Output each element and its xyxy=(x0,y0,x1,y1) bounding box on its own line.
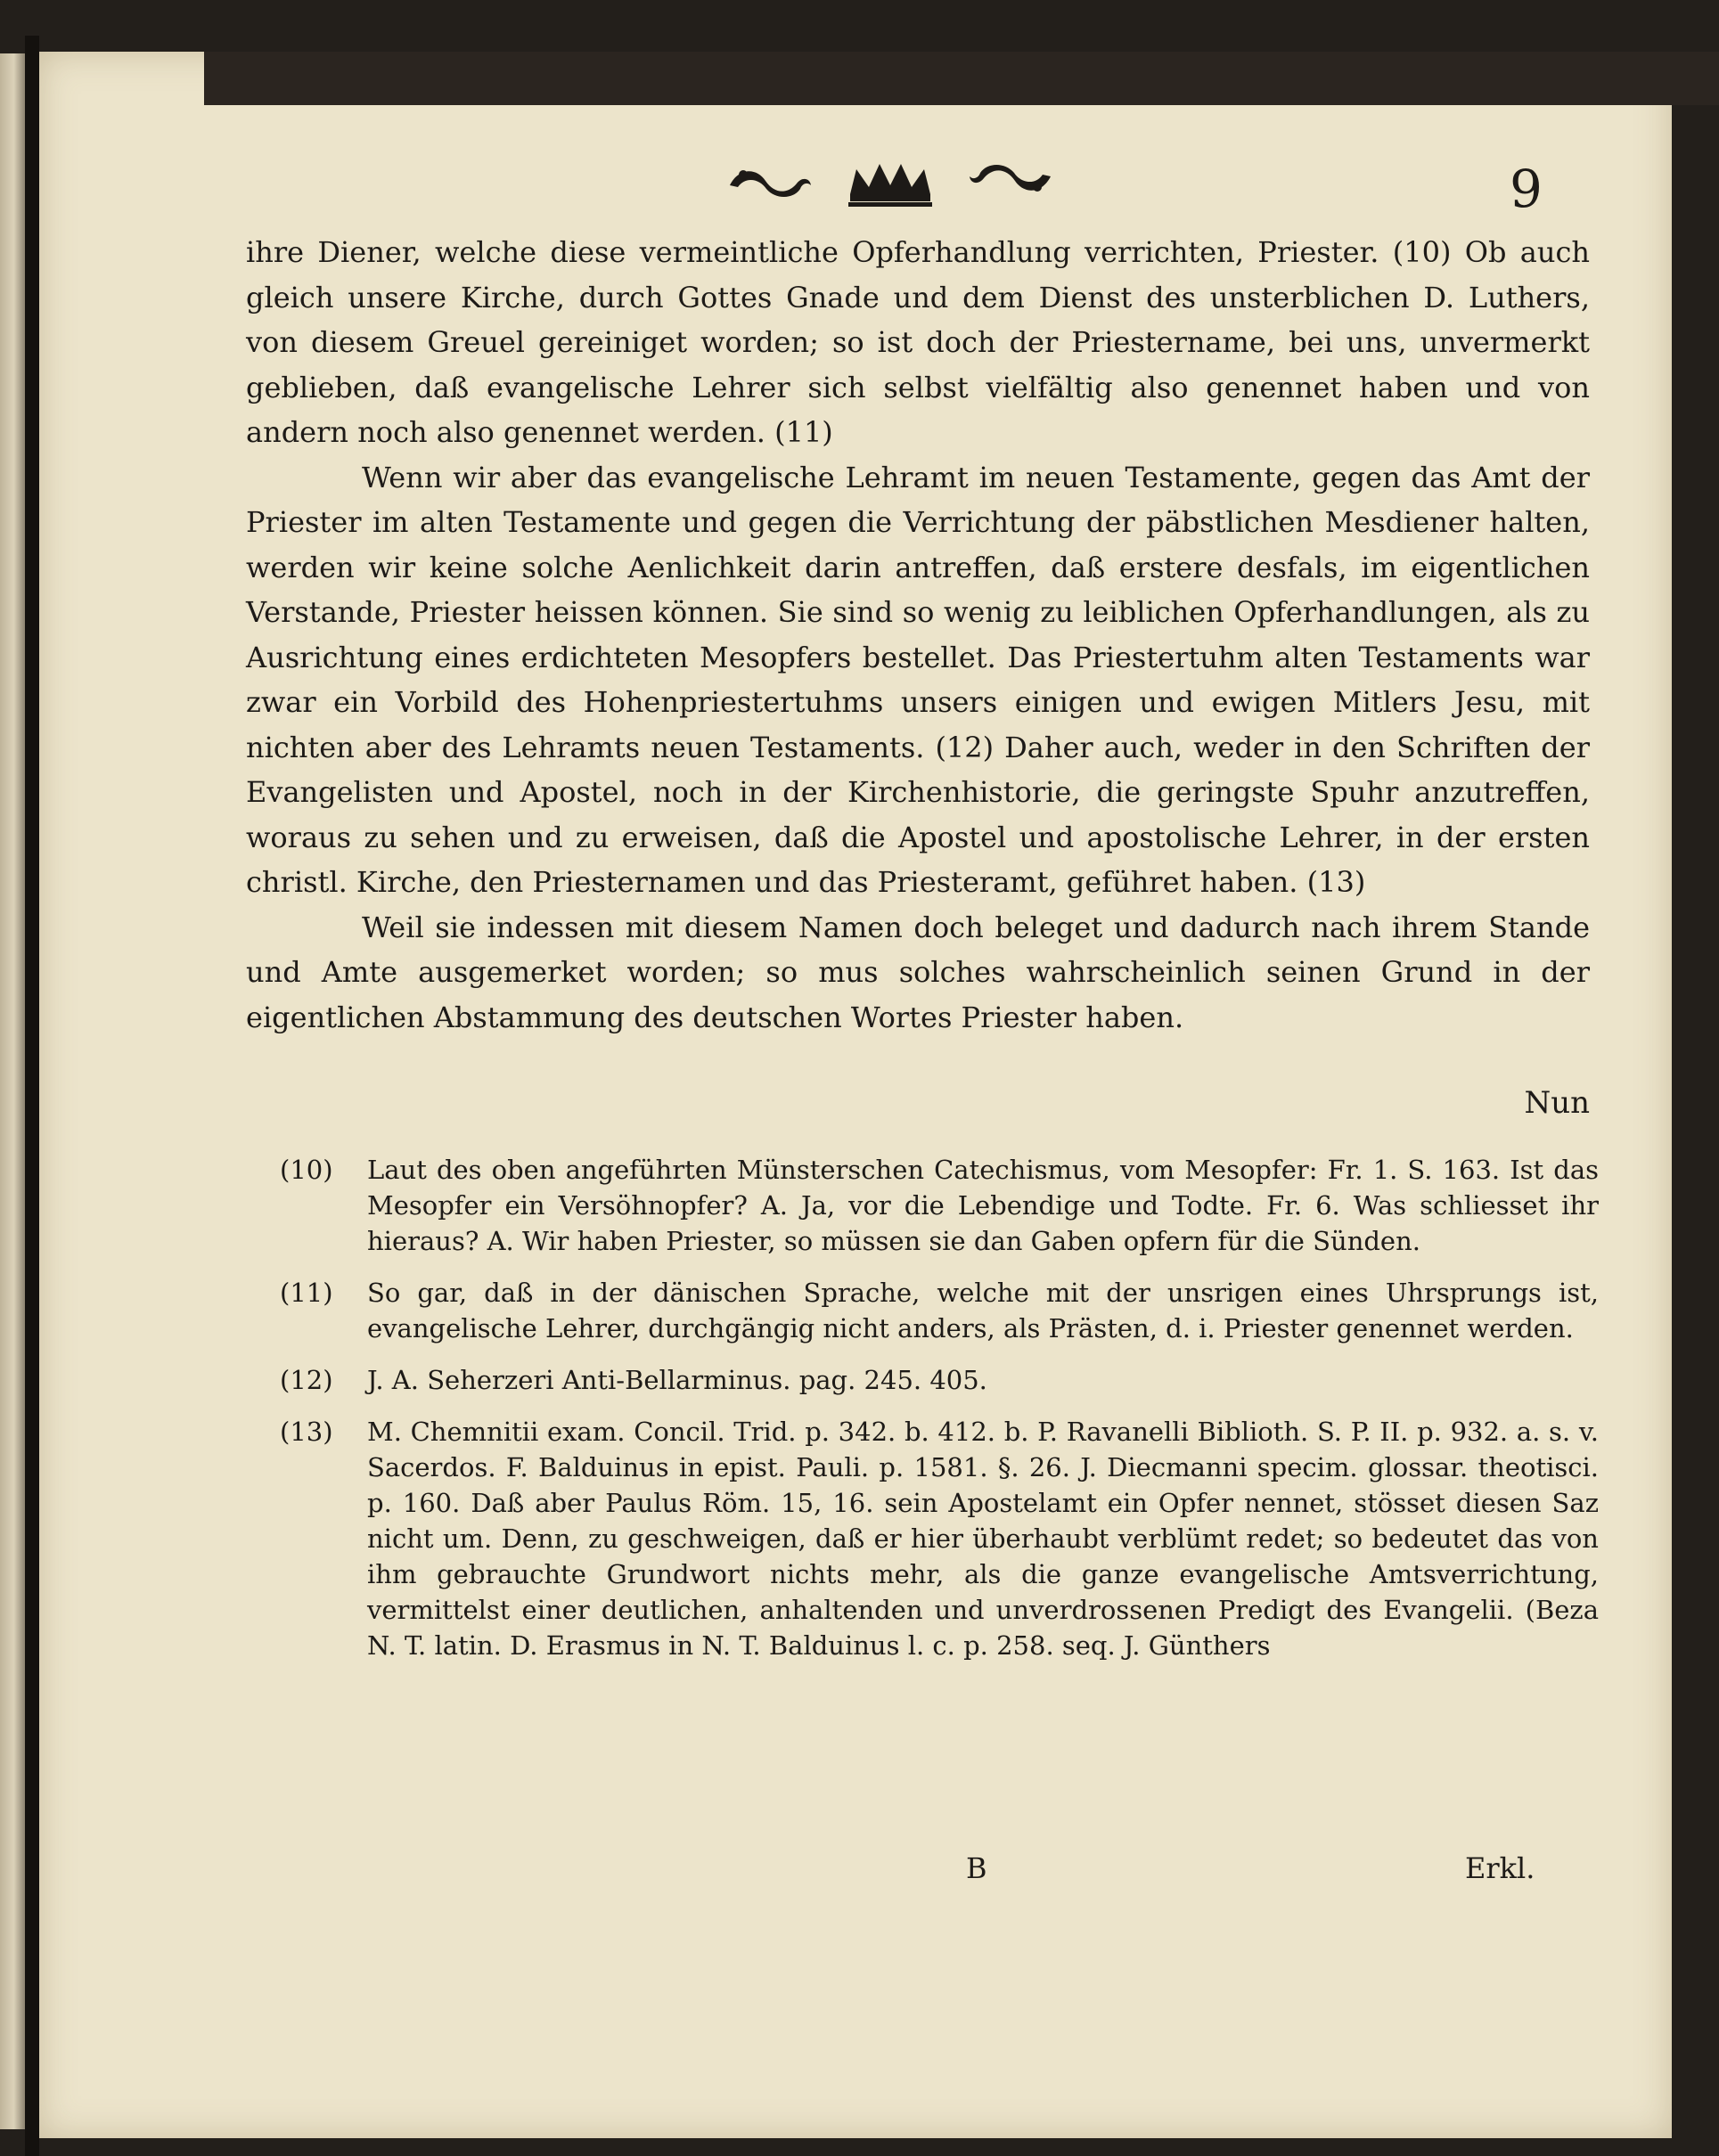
binding-gutter xyxy=(25,36,39,2156)
paragraph-1: ihre Diener, welche diese vermeintliche Opferhandlung verrichten, Priester. (10) Ob auch gleich unsere Kirche, durch Gottes Gnade und dem Dienst des unsterblichen D. Luthers, von diesem Greuel gereiniget worden; so ist doch der Priestername, bei uns, unvermerkt geblieben, daß evangelische Lehrer sich selbst vielfältig also genennet haben und von andern noch also genennet werden. (11) xyxy=(246,235,1590,449)
footnote-13 xyxy=(280,1414,1599,1663)
footnote-number: (13) xyxy=(280,1417,333,1447)
paragraph-2: Wenn wir aber das evangelische Lehramt im neuen Testamente, gegen das Amt der Priester im alten Testamente und gegen die Verrichtung der päbstlichen Mesdiener halten, werden wir keine solche Aenlichkeit darin antreffen, daß erstere desfals, im eigentlichen Verstande, Priester heissen können. Sie sind so wenig zu leiblichen Opferhandlungen, als zu Ausrichtung eines erdichteten Mesopfers bestellet. Das Priestertuhm alten Testaments war zwar ein Vorbild des Hohenpriestertuhms unsers einigen und ewigen Mitlers Jesu, mit nichten aber des Lehramts neuen Testaments. (12) Daher auch, weder in den Schriften der Evangelisten und Apostel, noch in der Kirchenhistorie, die geringste Spuhr anzutreffen, woraus zu sehen und zu erweisen, daß die Apostel und apostolische Lehrer, in der ersten christl. Kirche, den Priesternamen und das Priesteramt, geführet haben. (13) xyxy=(246,460,1590,899)
crown-ornament-icon xyxy=(846,159,935,208)
top-shadow-strip xyxy=(204,52,1719,105)
book-page xyxy=(39,52,1672,2138)
footnote-text: So gar, daß in der dänischen Sprache, welche mit der unsrigen eines Uhrsprungs ist, evangelische Lehrer, durchgängig nicht anders, als Prästen, d. i. Priester genennet werden. xyxy=(367,1278,1599,1343)
main-text xyxy=(246,230,1590,1040)
footnote-text: M. Chemnitii exam. Concil. Trid. p. 342. b. 412. b. P. Ravanelli Biblioth. S. P. II. p. 932. a. s. v. Sacerdos. F. Balduinus in epist. Pauli. p. 1581. §. 26. J. Diecmanni specim. glossar. theotisci. p. 160. Daß aber Paulus Röm. 15, 16. sein Apostelamt ein Opfer nennet, stösset diesen Saz nicht um. Denn, zu geschweigen, daß er hier überhaubt verblümt redet; so bedeutet das von ihm gebrauchte Grundwort nichts mehr, als die ganze evangelische Amtsverrichtung, vermittelst einer deutlichen, anhaltenden und unverdrossenen Predigt des Evangelii. (Beza N. T. latin. D. Erasmus in N. T. Balduinus l. c. p. 258. seq. J. Günthers xyxy=(367,1417,1599,1661)
page-header xyxy=(39,159,1672,221)
flourish-right-icon xyxy=(966,159,1055,203)
footnote-catchword: Erkl. xyxy=(1465,1851,1535,1885)
page-footer xyxy=(39,1851,1672,1896)
footnote-text: Laut des oben angeführten Münsterschen Catechismus, vom Mesopfer: Fr. 1. S. 163. Ist das Mesopfer ein Versöhnopfer? A. Ja, vor die Lebendige und Todte. Fr. 6. Was schliesset ihr hieraus? A. Wir haben Priester, so müssen sie dan Gaben opfern für die Sünden. xyxy=(367,1155,1599,1256)
previous-page-edge xyxy=(0,53,25,2129)
footnote-10 xyxy=(280,1152,1599,1259)
main-catchword: Nun xyxy=(1524,1085,1590,1121)
footnote-12 xyxy=(280,1362,1599,1398)
paragraph-3: Weil sie indessen mit diesem Namen doch beleget und dadurch nach ihrem Stande und Amte ausgemerket worden; so mus solches wahrscheinlich seinen Grund in der eigentlichen Abstammung des deutschen Wortes Priester haben. xyxy=(246,910,1590,1034)
footnotes xyxy=(280,1152,1599,1679)
footnote-text: J. A. Seherzeri Anti-Bellarminus. pag. 245. 405. xyxy=(367,1365,987,1395)
flourish-left-icon xyxy=(725,159,814,203)
footnote-11 xyxy=(280,1275,1599,1346)
page-number: 9 xyxy=(1510,159,1543,219)
footnote-number: (12) xyxy=(280,1365,333,1395)
footnote-number: (10) xyxy=(280,1155,333,1185)
signature-mark: B xyxy=(966,1851,987,1885)
footnote-number: (11) xyxy=(280,1278,333,1308)
